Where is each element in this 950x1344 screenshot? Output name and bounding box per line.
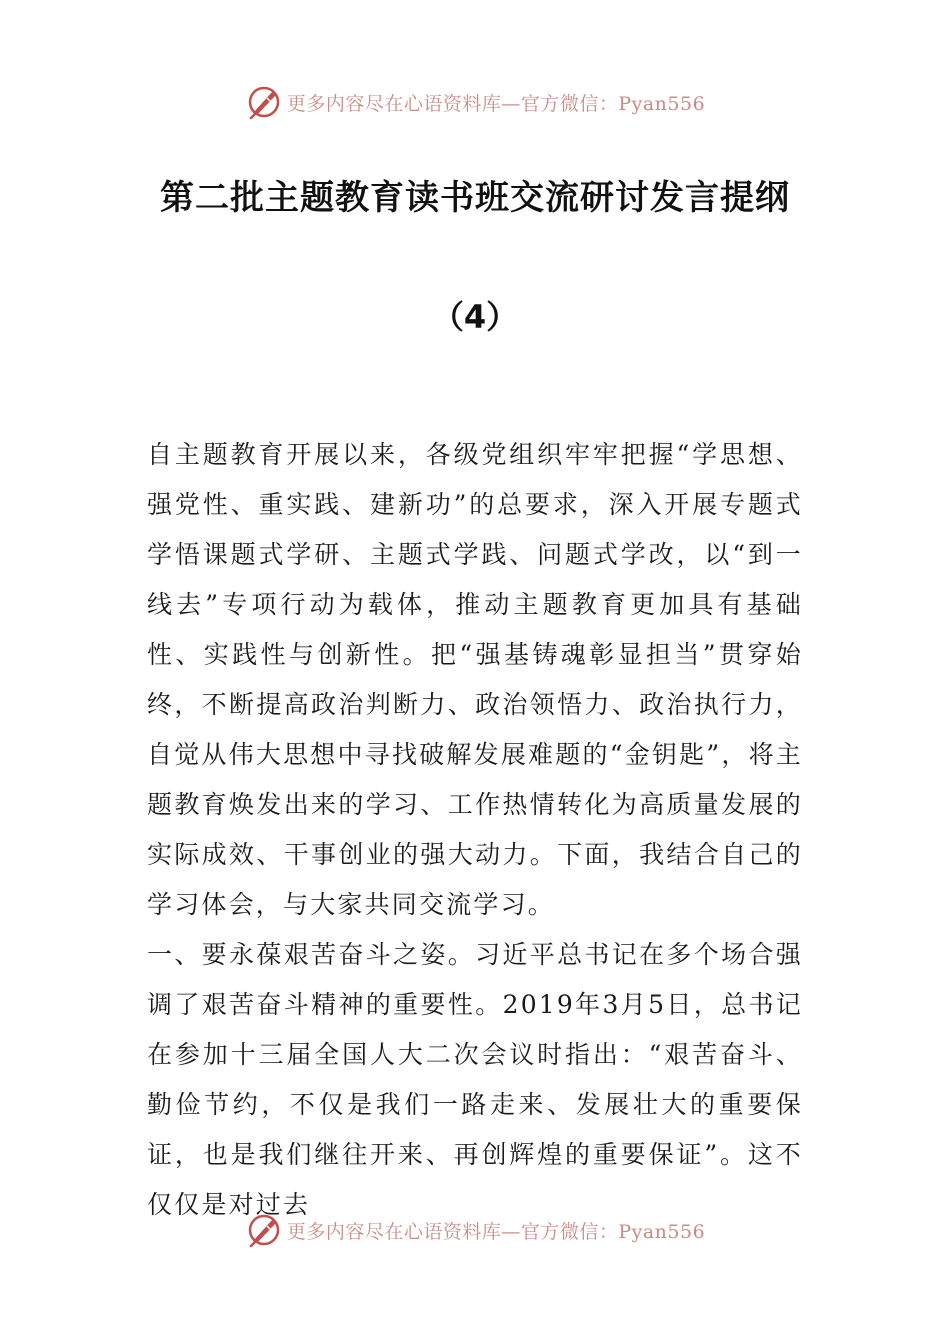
header-banner-text: 更多内容尽在心语资料库—官方微信：Pyan556 (286, 92, 706, 115)
footer-banner (0, 1210, 950, 1250)
document-title: 第二批主题教育读书班交流研讨发言提纲 (160, 178, 790, 218)
body-paragraph: 自主题教育开展以来，各级党组织牢牢把握“学思想、强党性、重实践、建新功”的总要求，深入开展专题式学悟课题式学研、主题式学践、问题式学改，以“到一线去”专项行动为载体，推动主题教育更加具有基础性、实践性与创新性。把“强基铸魂彰显担当”贯穿始终，不断提高政治判断力、政治领悟力、政治执行力，自觉从伟大思想中寻找破解发展难题的“金钥匙”，将主题教育焕发出来的学习、工作热情转化为高质量发展的实际成效、干事创业的强大动力。下面，我结合自己的学习体会，与大家共同交流学习。 (147, 440, 803, 919)
body-paragraph: 一、要永葆艰苦奋斗之姿。习近平总书记在多个场合强调了艰苦奋斗精神的重要性。2019年3月5日，总书记在参加十三届全国人大二次会议时指出：“艰苦奋斗、勤俭节约，不仅是我们一路走来、发展壮大的重要保证，也是我们继往开来、再创辉煌的重要保证”。这不仅仅是对过去 (147, 940, 803, 1219)
footer-banner-text: 更多内容尽在心语资料库—官方微信：Pyan556 (286, 1220, 706, 1243)
quill-pen-logo-icon (245, 1211, 283, 1249)
document-subtitle: （4） (431, 298, 519, 336)
quill-pen-logo-icon (245, 83, 283, 121)
document-body (147, 430, 803, 1230)
header-banner (0, 82, 950, 122)
